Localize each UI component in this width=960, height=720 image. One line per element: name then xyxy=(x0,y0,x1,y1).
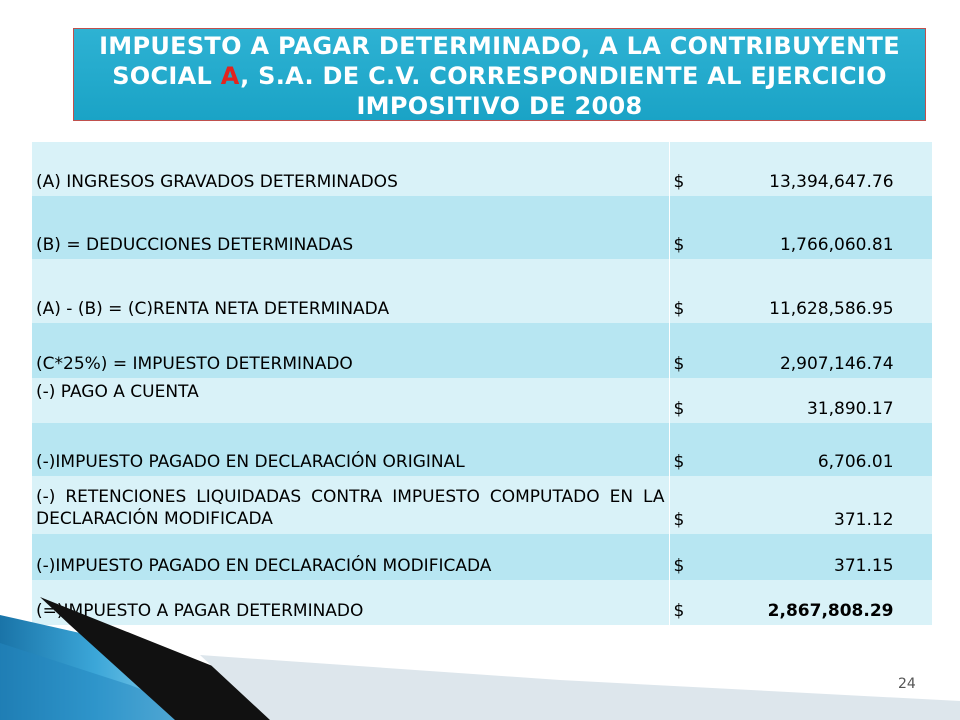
row-amount-cell xyxy=(669,378,932,423)
row-amount: 13,394,647.76 xyxy=(769,172,894,192)
row-amount: 2,907,146.74 xyxy=(779,354,894,374)
row-label: (A) - (B) = (C)RENTA NETA DETERMINADA xyxy=(32,259,669,323)
table-row xyxy=(32,323,932,378)
row-label: (-) RETENCIONES LIQUIDADAS CONTRA IMPUESTO COMPUTADO EN LA DECLARACIÓN MODIFICADA xyxy=(32,476,669,534)
row-amount-cell xyxy=(669,476,932,534)
row-label: (=)IMPUESTO A PAGAR DETERMINADO xyxy=(32,580,669,625)
row-amount-cell xyxy=(669,142,932,196)
row-amount-total: 2,867,808.29 xyxy=(767,601,894,621)
row-amount: 1,766,060.81 xyxy=(779,235,894,255)
slide-title xyxy=(73,28,926,121)
page-number: 24 xyxy=(898,676,916,692)
row-amount-cell xyxy=(669,423,932,476)
currency-symbol: $ xyxy=(673,510,685,530)
currency-symbol: $ xyxy=(673,601,685,621)
title-line-2 xyxy=(74,61,925,91)
title-line-2-start: SOCIAL xyxy=(112,62,221,90)
row-amount-cell xyxy=(669,196,932,259)
row-amount-cell xyxy=(669,259,932,323)
currency-symbol: $ xyxy=(673,354,685,374)
tax-table xyxy=(32,142,932,625)
currency-symbol: $ xyxy=(673,452,685,472)
table-row xyxy=(32,423,932,476)
row-amount-cell xyxy=(669,534,932,580)
currency-symbol: $ xyxy=(673,556,685,576)
table-row xyxy=(32,259,932,323)
currency-symbol: $ xyxy=(673,399,685,419)
row-label: (A) INGRESOS GRAVADOS DETERMINADOS xyxy=(32,142,669,196)
swoosh-grey-band xyxy=(200,655,960,720)
currency-symbol: $ xyxy=(673,299,685,319)
row-label: (-)IMPUESTO PAGADO EN DECLARACIÓN ORIGINAL xyxy=(32,423,669,476)
row-label: (B) = DEDUCCIONES DETERMINADAS xyxy=(32,196,669,259)
table-row xyxy=(32,476,932,534)
currency-symbol: $ xyxy=(673,235,685,255)
table-row xyxy=(32,196,932,259)
row-amount: 371.12 xyxy=(834,510,894,530)
title-line-1: IMPUESTO A PAGAR DETERMINADO, A LA CONTRIBUYENTE xyxy=(99,32,900,60)
decorative-swoosh xyxy=(0,585,960,720)
table-row xyxy=(32,378,932,423)
row-amount-cell xyxy=(669,323,932,378)
row-amount: 31,890.17 xyxy=(806,399,894,419)
row-amount: 11,628,586.95 xyxy=(769,299,894,319)
title-line-3: IMPOSITIVO DE 2008 xyxy=(356,92,643,120)
row-amount: 6,706.01 xyxy=(817,452,894,472)
row-label: (-) PAGO A CUENTA xyxy=(32,378,669,423)
currency-symbol: $ xyxy=(673,172,685,192)
title-accent-letter: A xyxy=(220,62,241,90)
table-row xyxy=(32,534,932,580)
row-label: (C*25%) = IMPUESTO DETERMINADO xyxy=(32,323,669,378)
table-row xyxy=(32,142,932,196)
row-label: (-)IMPUESTO PAGADO EN DECLARACIÓN MODIFICADA xyxy=(32,534,669,580)
title-line-2-end: , S.A. DE C.V. CORRESPONDIENTE AL EJERCICIO xyxy=(240,62,887,90)
row-amount: 371.15 xyxy=(834,556,894,576)
